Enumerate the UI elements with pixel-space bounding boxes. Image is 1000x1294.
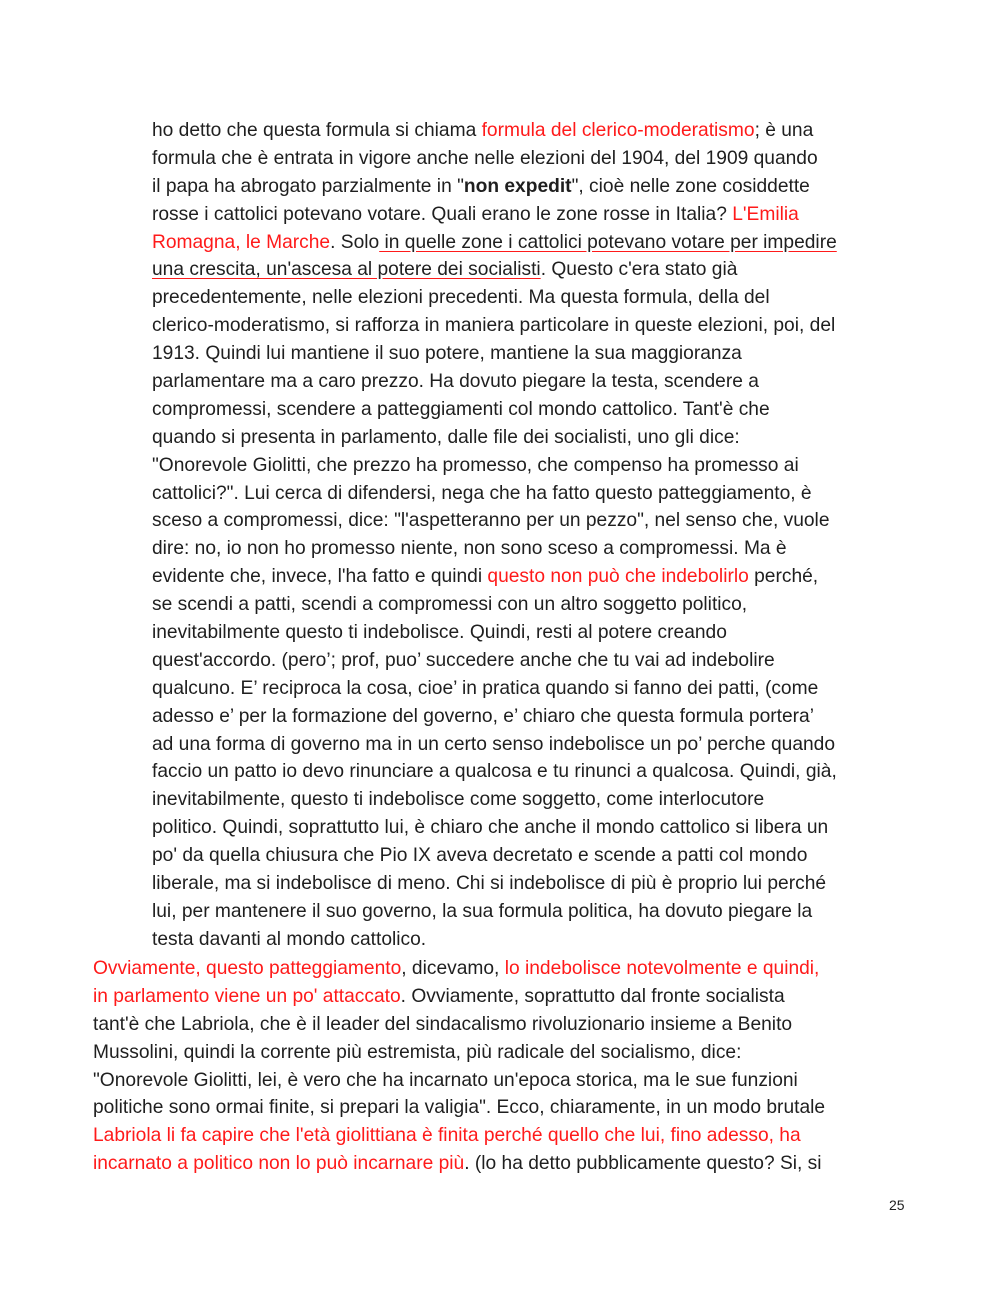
text-line: lui, per mantenere il suo governo, la sua formula politica, ha dovuto piegare la bbox=[152, 900, 813, 922]
text-run: . Ovviamente, soprattutto dal fronte socialista bbox=[400, 985, 785, 1007]
text-line: qualcuno. E’ reciproca la cosa, cioe’ in pratica quando si fanno dei patti, (come bbox=[152, 677, 819, 699]
text-run: evidente che, invece, l'ha fatto e quindi bbox=[152, 566, 488, 588]
highlighted-text: incarnato a politico non lo può incarnare più bbox=[93, 1153, 465, 1175]
text-run: ; è una bbox=[754, 120, 814, 141]
paragraph-indented bbox=[152, 117, 837, 954]
text-line bbox=[152, 229, 837, 257]
text-line: ad una forma di governo ma in un certo senso indebolisce un po’ perche quando bbox=[152, 733, 836, 755]
text-line bbox=[93, 955, 825, 983]
text-line bbox=[152, 117, 837, 145]
text-line: tant'è che Labriola, che è il leader del sindacalismo rivoluzionario insieme a Benito bbox=[93, 1013, 793, 1035]
text-line: Labriola li fa capire che l'età giolittiana è finita perché quello che lui, fino adesso, ha bbox=[93, 1125, 801, 1147]
highlighted-text: Ovviamente, questo patteggiamento bbox=[93, 958, 402, 979]
text-line: faccio un patto io devo rinunciare a qualcosa e tu rinunci a qualcosa. Quindi, già, bbox=[152, 761, 837, 783]
text-line bbox=[152, 201, 837, 229]
text-line: quando si presenta in parlamento, dalle file dei socialisti, uno gli dice: bbox=[152, 426, 740, 448]
text-line: adesso e’ per la formazione del governo, e’ chiaro che questa formula portera’ bbox=[152, 705, 814, 727]
text-line: formula che è entrata in vigore anche nelle elezioni del 1904, del 1909 quando bbox=[152, 147, 818, 169]
text-line: quest'accordo. (pero’; prof, puo’ succedere anche che tu vai ad indebolire bbox=[152, 649, 775, 671]
text-run: perché, bbox=[748, 566, 819, 588]
text-line: politiche sono ormai finite, si prepari la valigia". Ecco, chiaramente, in un modo brutale bbox=[93, 1097, 826, 1119]
paragraph-main bbox=[93, 955, 825, 1178]
text-line: compromessi, scendere a patteggiamenti col mondo cattolico. Tant'è che bbox=[152, 398, 770, 420]
text-line: politico. Quindi, soprattutto lui, è chiaro che anche il mondo cattolico si libera un bbox=[152, 817, 829, 839]
text-line: clerico-moderatismo, si rafforza in maniera particolare in queste elezioni, poi, del bbox=[152, 315, 836, 337]
text-line: 1913. Quindi lui mantiene il suo potere, mantiene la sua maggioranza bbox=[152, 343, 742, 365]
highlighted-text: questo non può che indebolirlo bbox=[487, 566, 749, 588]
text-line: dire: no, io non ho promesso niente, non sono sceso a compromessi. Ma è bbox=[152, 538, 787, 560]
text-line: po' da quella chiusura che Pio IX aveva decretato e scende a patti col mondo bbox=[152, 845, 808, 867]
text-line: "Onorevole Giolitti, che prezzo ha promesso, che compenso ha promesso ai bbox=[152, 454, 799, 476]
text-run: ", cioè nelle zone cosiddette bbox=[571, 175, 810, 197]
text-line: Mussolini, quindi la corrente più estremista, più radicale del socialismo, dice: bbox=[93, 1041, 742, 1063]
text-line: testa davanti al mondo cattolico. bbox=[152, 928, 427, 950]
highlighted-text: lo indebolisce notevolmente e quindi, bbox=[504, 958, 820, 979]
text-run: rosse i cattolici potevano votare. Quali erano le zone rosse in Italia? bbox=[152, 203, 733, 225]
text-line: inevitabilmente, questo ti indebolisce come soggetto, come interlocutore bbox=[152, 789, 765, 811]
text-line: liberale, ma si indebolisce di meno. Chi si indebolisce di più è proprio lui perché bbox=[152, 873, 827, 895]
highlighted-text: L'Emilia bbox=[732, 203, 799, 225]
text-run: . (lo ha detto pubblicamente questo? Si, si bbox=[464, 1153, 822, 1175]
text-line bbox=[152, 173, 837, 201]
text-line bbox=[152, 256, 837, 284]
text-line bbox=[93, 983, 825, 1011]
text-line: precedentemente, nelle elezioni precedenti. Ma questa formula, della del bbox=[152, 287, 770, 309]
text-run: ho detto che questa formula si chiama bbox=[152, 120, 482, 141]
text-line: inevitabilmente questo ti indebolisce. Quindi, resti al potere creando bbox=[152, 622, 727, 644]
text-run: , dicevamo, bbox=[401, 958, 505, 979]
highlighted-text: Romagna, le Marche bbox=[152, 231, 331, 253]
text-line bbox=[152, 563, 837, 591]
text-line bbox=[93, 1150, 825, 1178]
text-run: il papa ha abrogato parzialmente in " bbox=[152, 175, 464, 197]
bold-text: non expedit bbox=[463, 175, 572, 197]
text-run: . Solo bbox=[330, 231, 380, 253]
highlighted-text: in parlamento viene un po' attaccato bbox=[93, 985, 401, 1007]
text-line: cattolici?". Lui cerca di difendersi, nega che ha fatto questo patteggiamento, è bbox=[152, 482, 812, 504]
text-line: se scendi a patti, scendi a compromessi con un altro soggetto politico, bbox=[152, 594, 748, 616]
underlined-text: in quelle zone i cattolici potevano votare per impedire bbox=[379, 231, 837, 253]
text-line: sceso a compromessi, dice: "l'aspetteranno per un pezzo", nel senso che, vuole bbox=[152, 510, 830, 532]
page-number: 25 bbox=[889, 1197, 905, 1213]
text-line: "Onorevole Giolitti, lei, è vero che ha incarnato un'epoca storica, ma le sue funzioni bbox=[93, 1069, 798, 1091]
text-run: . Questo c'era stato già bbox=[540, 259, 738, 281]
underlined-text: una crescita, un'ascesa al potere dei socialisti bbox=[152, 259, 541, 281]
highlighted-text: formula del clerico-moderatismo bbox=[481, 120, 755, 141]
text-line: parlamentare ma a caro prezzo. Ha dovuto piegare la testa, scendere a bbox=[152, 371, 759, 393]
